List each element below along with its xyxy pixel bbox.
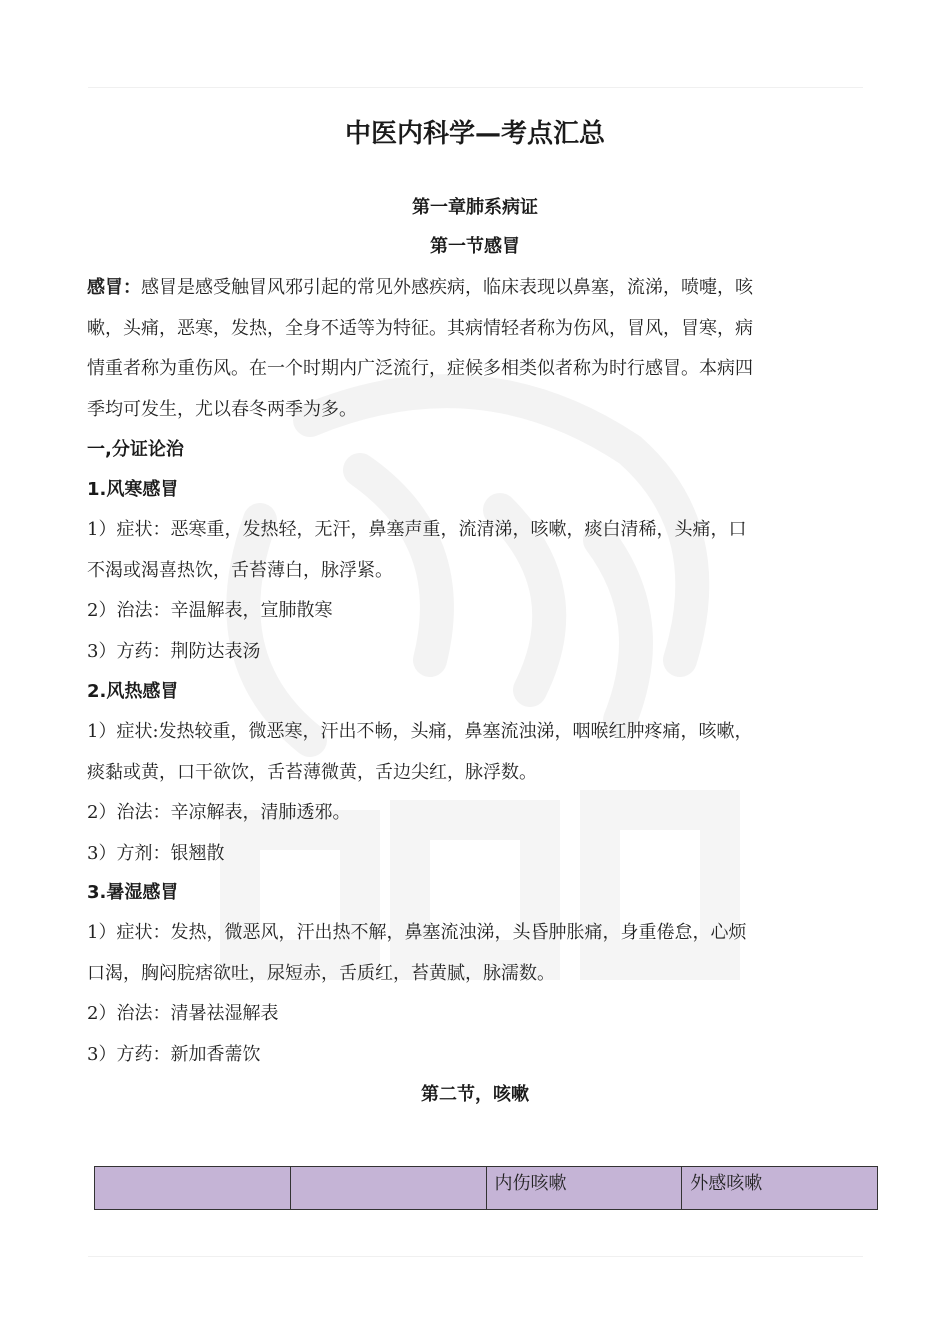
table-header-cell: 外感咳嗽 (682, 1167, 878, 1210)
content-line: 2）治法：清暑祛湿解表 (87, 1003, 279, 1024)
content-line: 3）方药：荆防达表汤 (87, 640, 261, 662)
type-content-summer-damp (87, 913, 867, 1075)
watermark-logo (200, 360, 760, 1000)
intro-line: 季均可发生，尤以春冬两季为多。 (87, 398, 357, 420)
section-heading-cough: 第二节，咳嗽 (421, 1084, 529, 1105)
intro-line: 嗽，头痛，恶寒，发热，全身不适等为特征。其病情轻者称为伤风，冒风，冒寒，病 (87, 317, 753, 339)
content-line: 3）方药：新加香薷饮 (87, 1043, 261, 1065)
chapter-heading: 第一章肺系病证 (412, 197, 538, 218)
type-content-wind-heat (87, 712, 867, 874)
cough-comparison-table (94, 1166, 878, 1210)
table-header-cell (95, 1167, 291, 1210)
header-rule (88, 87, 863, 88)
content-line: 2）治法：辛凉解表，清肺透邪。 (87, 802, 351, 823)
content-line: 不渴或渴喜热饮，舌苔薄白，脉浮紧。 (87, 559, 393, 581)
content-line: 痰黏或黄，口干欲饮，舌苔薄微黄，舌边尖红，脉浮数。 (87, 761, 537, 783)
section-heading-cold: 第一节感冒 (430, 236, 520, 257)
intro-line (87, 268, 867, 309)
footer-rule (88, 1256, 863, 1257)
intro-line: 情重者称为重伤风。在一个时期内广泛流行，症候多相类似者称为时行感冒。本病四 (87, 358, 753, 379)
type-content-wind-cold (87, 510, 867, 672)
content-line: 3）方剂：银翘散 (87, 842, 225, 864)
intro-term: 感冒： (87, 277, 141, 298)
table-header-cell (290, 1167, 486, 1210)
type-heading-wind-heat: 2.风热感冒 (87, 681, 179, 702)
page-title: 中医内科学—考点汇总 (344, 119, 605, 149)
table-header-row (95, 1167, 878, 1210)
content-line: 口渴，胸闷脘痞欲吐，尿短赤，舌质红，苔黄腻，脉濡数。 (87, 962, 555, 984)
type-heading-summer-damp: 3.暑湿感冒 (87, 882, 179, 903)
content-line: 1）症状：恶寒重，发热轻，无汗，鼻塞声重，流清涕，咳嗽，痰白清稀，头痛，口 (87, 519, 747, 540)
intro-text: 感冒是感受触冒风邪引起的常见外感疾病，临床表现以鼻塞，流涕，喷嚏，咳 (141, 277, 753, 298)
part-heading-diagnosis: 一,分证论治 (87, 439, 184, 460)
content-line: 1）症状：发热，微恶风，汗出热不解，鼻塞流浊涕，头昏肿胀痛，身重倦怠，心烦 (87, 922, 747, 943)
intro-paragraph (87, 268, 867, 430)
content-line: 2）治法：辛温解表，宣肺散寒 (87, 600, 333, 621)
table-header-cell: 内伤咳嗽 (486, 1167, 682, 1210)
type-heading-wind-cold: 1.风寒感冒 (87, 479, 179, 500)
content-line: 1）症状:发热较重，微恶寒，汗出不畅，头痛，鼻塞流浊涕，咽喉红肿疼痛，咳嗽， (87, 721, 753, 742)
